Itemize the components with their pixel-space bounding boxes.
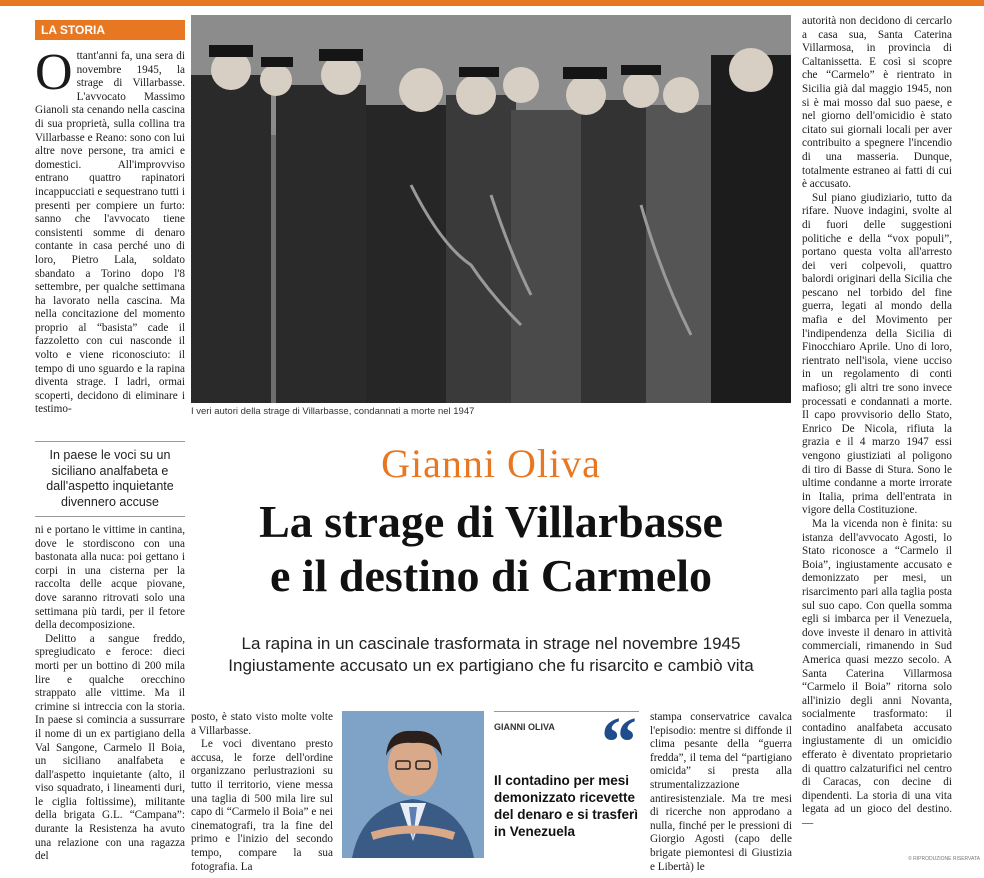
group-of-prisoners-image — [191, 15, 791, 403]
author-name: Gianni Oliva — [381, 441, 601, 486]
paragraph: Le voci diventano presto accusa, le forze dell'ordine organizzano perlustrazioni su tutto il territorio, viene messa una taglia di 500 mila lire sul capo di “Carmelo il Boia” e nei cinematografi, tra la fine del primo e l'inizio del secondo tempo, compare la sua fotografia. La — [191, 738, 333, 873]
column-1-bottom — [35, 524, 185, 864]
subhead-line-2: Ingiustamente accusato un ex partigiano che fu risarcito e cambiò vita — [228, 656, 754, 675]
historical-photo — [191, 15, 791, 403]
column-5 — [802, 15, 952, 855]
drop-cap: O — [35, 44, 73, 101]
subheadline — [191, 633, 791, 677]
paragraph: autorità non decidono di cercarlo a casa sua, Santa Caterina Villarmosa, in provincia di Caltanissetta. E così si scopre che “Carmelo” è rientrato in Sicilia già dal maggio 1945, non si è mai mosso dal suo paese, e nel giorno dell'omicidio è stato citato sui giornali locali per aver contribuito a spegnere l'incendio di una masseria. Dunque, totalmente estraneo ai fatti di cui è accusato. — [802, 15, 952, 191]
quote-author: GIANNI OLIVA — [494, 722, 555, 732]
top-accent-bar — [0, 0, 984, 6]
author-portrait — [342, 711, 484, 858]
paragraph: Ma la vicenda non è finita: su istanza dell'avvocato Agosti, lo Stato riconosce a “Carmelo il Boia”, ingiustamente accusato e demonizzato per mesi, un risarcimento pari alla taglia posta sul suo capo. Con quella somma egli si imbarca per il Venezuela, dove investe il denaro in attività commerciali, rimanendo in Sud America quasi mezzo secolo. A Santa Caterina Villarmosa “Carmelo il Boia” ritorna solo all'inizio degli anni Novanta, socialmente trasformato: il contadino analfabeta accusato ingiustamente di un omicidio efferato è diventato proprietario di quattro calzaturifici nel centro di Caracas, con decine di dipendenti. La storia di una vita legata ad un gioco del destino. — — [802, 517, 952, 830]
photo-caption: I veri autori della strage di Villarbasse, condannati a morte nel 1947 — [191, 406, 475, 417]
section-tag: LA STORIA — [35, 20, 185, 40]
headline-line-1: La strage di Villarbasse — [259, 496, 723, 547]
headline — [191, 495, 791, 603]
headline-line-2: e il destino di Carmelo — [269, 550, 713, 601]
quote-box — [494, 702, 639, 858]
quote-text: Il contadino per mesi demonizzato ricevette del denaro e si trasferì in Venezuela — [494, 773, 639, 839]
quote-mark-icon: “ — [601, 702, 637, 782]
opening-paragraph — [35, 44, 185, 417]
paragraph: posto, è stato visto molte volte a Villarbasse. — [191, 711, 333, 737]
paragraph: Sul piano giudiziario, tutto da rifare. Nuove indagini, svolte al di fuori delle suggestioni politiche e della “vox populi”, portano questa volta all'arresto dei veri colpevoli, quattro balordi originari della Sicilia che pescano nel torbido del fine guerra, legati al mondo della mafia e del Movimento per l'indipendenza della Sicilia di Finocchiaro Aprile. Uno di loro, rientrato nell'isola, viene ucciso in un regolamento di conti mafioso; gli altri tre sono invece processati e condannati a morte. Il capo provvisorio dello Stato, Enrico De Nicola, rifiuta la grazia e il 4 marzo 1947 essi vengono giustiziati al poligono di tiro di Basse di Stura. Sono le ultime condanne a morte irrorate in Italia, prima dell'entrata in vigore della Costituzione. — [802, 191, 952, 517]
subhead-line-1: La rapina in un cascinale trasformata in strage nel novembre 1945 — [241, 634, 741, 653]
copyright-notice: © RIPRODUZIONE RISERVATA — [908, 856, 980, 862]
column-1-top — [35, 44, 185, 435]
author-portrait-image — [342, 711, 484, 858]
pull-quote: In paese le voci su un siciliano analfabeta e dall'aspetto inquietante divennero accuse — [35, 441, 185, 517]
paragraph: ni e portano le vittime in cantina, dove le stordiscono con una bastonata alla nuca: poi gettano i corpi in una cisterna per la raccolta delle acque piovane, dove saranno ritrovati solo una settimana più tardi, per il fetore della decomposizione. — [35, 524, 185, 632]
column-2-bottom — [191, 711, 333, 873]
paragraph: stampa conservatrice cavalca l'episodio: mentre si diffonde il clima pesante della “guerra fredda”, il tema del “partigiano omicida” si presta alla strumentalizzazione antiresistenziale. Ma tre mesi di ricerche non approdano a nulla, finché per le pressioni di Giorgio Agosti (capo delle brigate piemontesi di Giustizia e Libertà) le — [650, 711, 792, 873]
paragraph: Delitto a sangue freddo, spregiudicato e feroce: dieci morti per un bottino di 200 mila lire e qualche orecchino strappato alle vittime. Ma il crimine si intreccia con la storia. In paese si comincia a sussurrare il nome di un ex partigiano della Val Sangone, Carmelo Il Boia, un siciliano analfabeta e dall'aspetto inquietante (alto, il viso squadrato, i lineamenti duri, le ciglia foltissime), militante della brigata G.L. “Campana”: durante la Resistenza ha avuto una relazione con una ragazza del — [35, 632, 185, 863]
opening-text: ttant'anni fa, una sera di novembre 1945, la strage di Villarbasse. L'avvocato Massimo Gianoli sta cenando nella cascina di sua proprietà, sulla collina tra Villarbasse e Reano: sono con lui altre nove persone, tra amici e domestici. All'improvviso entrano quattro rapinatori incappucciati e sequestrano tutti i presenti per compiere un furto: sanno che l'avvocato tiene consistenti somme di denaro contante in casa perché uno di loro, Pietro Lala, soldato sbandato a Torino dopo l'8 settembre, per qualche settimana ha lavorato nella cascina. Ma nella concitazione del momento proprio al “basista” cade il fazzoletto con cui nasconde il volto e viene riconosciuto: il tempo di uno sguardo e la rapina diventa strage. I ladri, ormai scoperti, decidono di eliminare i testimo- — [35, 50, 185, 416]
column-4-bottom — [650, 711, 792, 873]
